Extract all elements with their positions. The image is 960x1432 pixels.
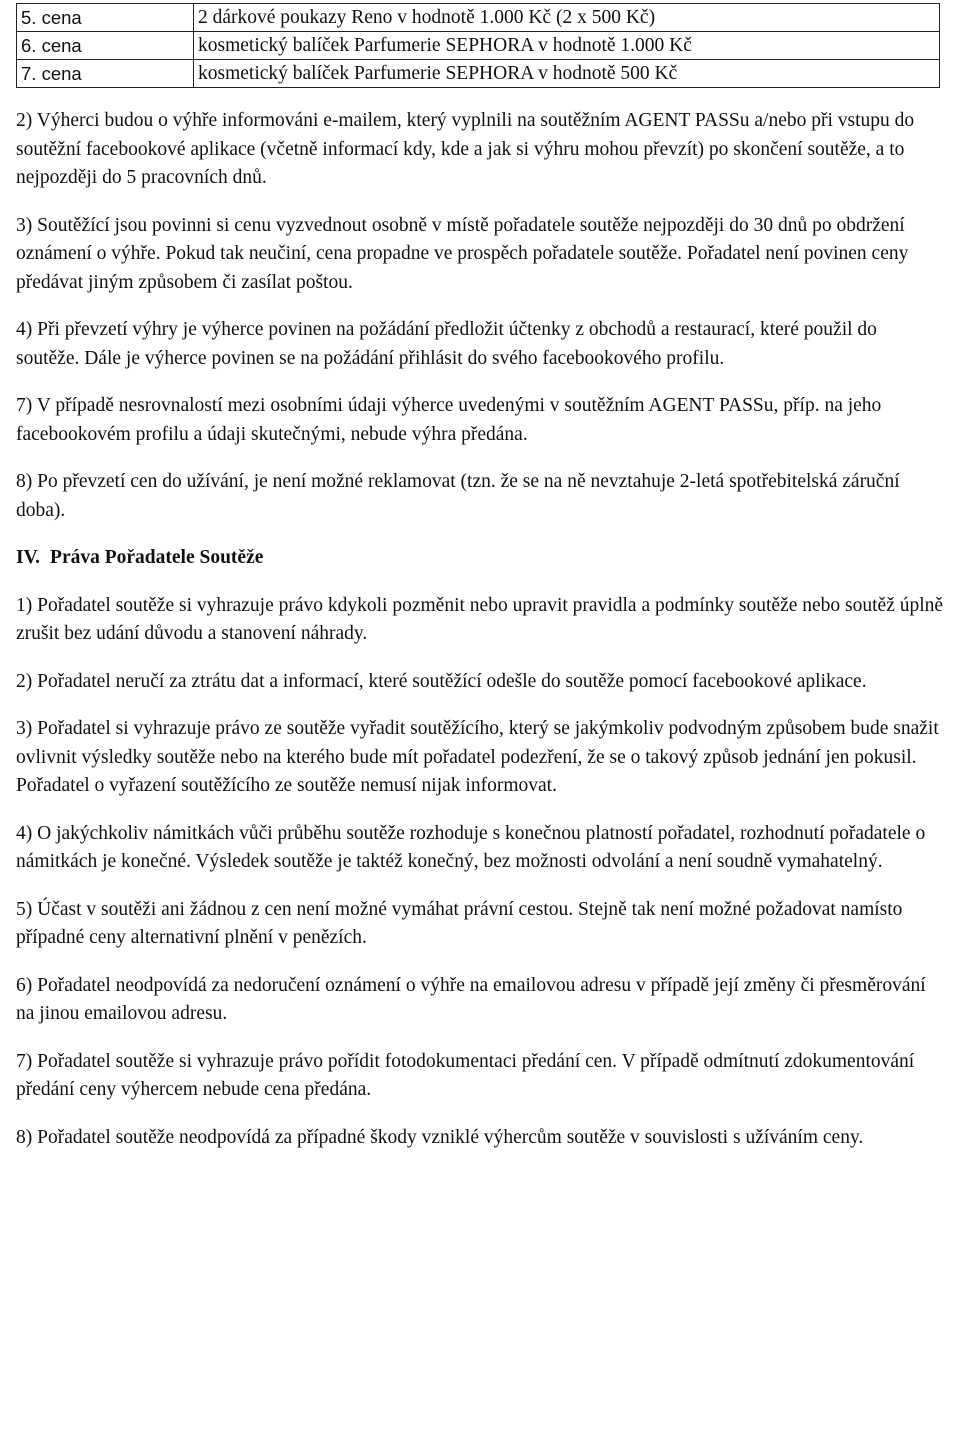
section-title: Práva Pořadatele Soutěže bbox=[50, 547, 264, 568]
section-number: IV. bbox=[16, 547, 41, 568]
prize-table bbox=[16, 3, 940, 88]
table-row bbox=[17, 32, 940, 60]
table-row bbox=[17, 60, 940, 88]
prize-place-cell: 6. cena bbox=[17, 32, 194, 60]
table-row bbox=[17, 4, 940, 32]
rule-paragraph: 3) Soutěžící jsou povinni si cenu vyzvednout osobně v místě pořadatele soutěže nejpozději do 30 dnů po obdržení oznámení o výhře. Pokud tak neučiní, cena propadne ve prospěch pořadatele soutěže. Pořadatel není povinen ceny předávat jiným způsobem či zasílat poštou. bbox=[16, 214, 909, 293]
rule-paragraph: 2) Výherci budou o výhře informováni e-mailem, který vyplnili na soutěžním AGENT PASSu a/nebo při vstupu do soutěžní facebookové aplikace (včetně informací kdy, kde a jak si výhru mohou převzít) po skončení soutěže, a to nejpozději do 5 pracovních dnů. bbox=[16, 110, 915, 188]
prize-place-cell: 7. cena bbox=[17, 60, 194, 88]
rule-paragraph: 2) Pořadatel neručí za ztrátu dat a informací, které soutěžící odešle do soutěže pomocí facebookové aplikace. bbox=[16, 670, 867, 692]
rule-paragraph: 5) Účast v soutěži ani žádnou z cen není možné vymáhat právní cestou. Stejně tak není možné požadovat namísto případné ceny alternativní plnění v penězích. bbox=[16, 898, 903, 948]
prize-place-cell: 5. cena bbox=[17, 4, 194, 32]
prize-description-cell: kosmetický balíček Parfumerie SEPHORA v hodnotě 1.000 Kč bbox=[194, 32, 940, 60]
prize-description-cell: kosmetický balíček Parfumerie SEPHORA v hodnotě 500 Kč bbox=[194, 60, 940, 88]
rule-paragraph: 7) Pořadatel soutěže si vyhrazuje právo pořídit fotodokumentaci předání cen. V případě odmítnutí zdokumentování předání ceny výhercem nebude cena předána. bbox=[16, 1050, 915, 1100]
rule-paragraph: 7) V případě nesrovnalostí mezi osobními údaji výherce uvedenými v soutěžním AGENT PASSu, příp. na jeho facebookovém profilu a údaji skutečnými, nebude výhra předána. bbox=[16, 395, 882, 445]
rule-paragraph: 4) O jakýchkoliv námitkách vůči průběhu soutěže rozhoduje s konečnou platností pořadatel, rozhodnutí pořadatele o námitkách je konečné. Výsledek soutěže je taktéž konečný, bez možnosti odvolání a není soudně vymahatelný. bbox=[16, 822, 926, 872]
section-heading bbox=[16, 544, 944, 573]
rule-paragraph: 3) Pořadatel si vyhrazuje právo ze soutěže vyřadit soutěžícího, který se jakýmkoliv podvodným způsobem bude snažit ovlivnit výsledky soutěže nebo na kterého bude mít pořadatel podezření, že se o takový způsob jednání jen pokusil. Pořadatel o vyřazení soutěžícího ze soutěže nemusí nijak informovat. bbox=[16, 718, 939, 796]
rule-paragraph: 8) Po převzetí cen do užívání, je není možné reklamovat (tzn. že se na ně nevztahuje 2-letá spotřebitelská záruční doba). bbox=[16, 471, 900, 521]
rule-paragraph: 4) Při převzetí výhry je výherce povinen na požádání předložit účtenky z obchodů a restaurací, které použil do soutěže. Dále je výherce povinen se na požádání přihlásit do svého facebookového profilu. bbox=[16, 319, 877, 369]
rule-paragraph: 8) Pořadatel soutěže neodpovídá za případné škody vzniklé výhercům soutěže v souvislosti s užíváním ceny. bbox=[16, 1126, 864, 1148]
rule-paragraph: 6) Pořadatel neodpovídá za nedoručení oznámení o výhře na emailovou adresu v případě její změny či přesměrování na jinou emailovou adresu. bbox=[16, 974, 926, 1024]
rule-paragraph: 1) Pořadatel soutěže si vyhrazuje právo kdykoli pozměnit nebo upravit pravidla a podmínky soutěže nebo soutěž úplně zrušit bez udání důvodu a stanovení náhrady. bbox=[16, 594, 944, 644]
prize-description-cell: 2 dárkové poukazy Reno v hodnotě 1.000 Kč (2 x 500 Kč) bbox=[194, 4, 940, 32]
